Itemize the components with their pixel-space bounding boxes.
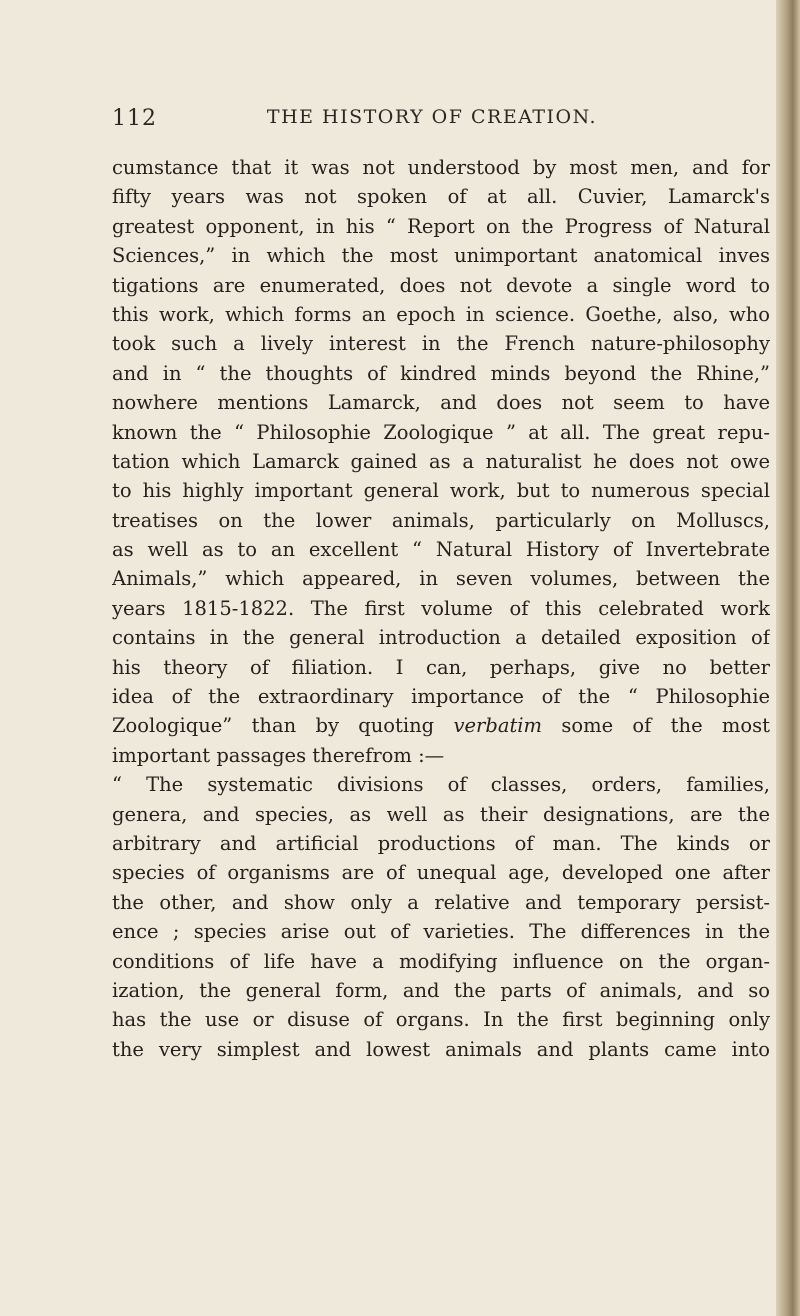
text-line: species of organisms are of unequal age, developed one after [112,861,770,885]
text-line: Animals,” which appeared, in seven volumes, between the [112,567,770,591]
text-line: “ The systematic divisions of classes, orders, families, [112,773,770,797]
text-line: the other, and show only a relative and temporary persist- [112,890,770,914]
text-line: known the “ Philosophie Zoologique ” at all. The great repu- [112,420,770,444]
page-number: 112 [112,106,157,131]
text-line: treatises on the lower animals, particularly on Molluscs, [112,508,770,532]
text-line: ence ; species arise out of varieties. The differences in the [112,920,770,944]
text-line: arbitrary and artificial productions of man. The kinds or [112,831,770,855]
text-line: genera, and species, as well as their designations, are the [112,802,770,826]
text-line: to his highly important general work, but to numerous special [112,479,770,503]
text-line: idea of the extraordinary importance of the “ Philosophie [112,685,770,709]
text-line: has the use or disuse of organs. In the first beginning only [112,1008,770,1032]
text-fragment: Zoologique” than by quoting [112,714,435,738]
text-line: the very simplest and lowest animals and plants came into [112,1037,770,1061]
text-line: fifty years was not spoken of at all. Cuvier, Lamarck's [112,185,770,209]
text-line: Sciences,” in which the most unimportant anatomical inves [112,244,770,268]
text-line-verbatim [112,711,770,740]
italic-word: verbatim [453,714,543,738]
text-line: cumstance that it was not understood by most men, and for [112,156,770,179]
page-binding-edge [776,0,800,1316]
text-line: his theory of filiation. I can, perhaps, give no better [112,655,770,679]
page-title: THE HISTORY OF CREATION. [266,106,598,128]
text-line: years 1815-1822. The first volume of this celebrated work [112,596,770,620]
text-line: took such a lively interest in the French nature-philosophy [112,332,770,356]
running-head [112,106,752,140]
text-line: this work, which forms an epoch in science. Goethe, also, who [112,302,770,326]
text-line: as well as to an excellent “ Natural History of Invertebrate [112,538,770,562]
text-line: nowhere mentions Lamarck, and does not seem to have [112,391,770,415]
text-line: contains in the general introduction a detailed exposition of [112,626,770,650]
text-line: tigations are enumerated, does not devote a single word to [112,273,770,297]
text-fragment: some of the most [561,714,770,738]
body-text [112,153,770,1064]
text-line: greatest opponent, in his “ Report on the Progress of Natural [112,214,770,238]
text-line: conditions of life have a modifying influence on the organ- [112,949,770,973]
text-line: and in “ the thoughts of kindred minds beyond the Rhine,” [112,361,770,385]
text-line: important passages therefrom :— [112,743,445,767]
text-line: tation which Lamarck gained as a naturalist he does not owe [112,449,770,473]
text-line: ization, the general form, and the parts of animals, and so [112,978,770,1002]
